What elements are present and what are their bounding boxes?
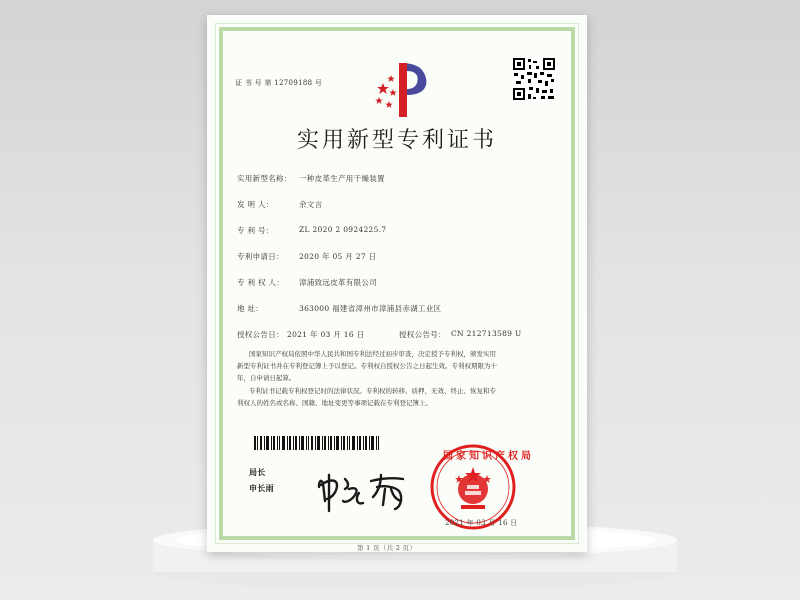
statement-line: 专利证书记载专利权登记时的法律状况。专利权的转移、质押、无效、终止、恢复和专 <box>249 387 496 395</box>
field-value-patentee: 漳浦致远皮革有限公司 <box>299 278 377 287</box>
qr-code-icon <box>512 57 556 101</box>
grant-number-label: 授权公告号： <box>399 330 446 339</box>
field-value-patent-number: ZL 2020 2 0924225.7 <box>299 225 387 234</box>
seal-text: 国家知识产权局 <box>443 451 534 462</box>
field-label-patent-number: 专 利 号： <box>237 226 274 235</box>
grant-date-value: 2021 年 03 月 16 日 <box>287 330 365 339</box>
certificate-title: 实用新型专利证书 <box>296 128 497 153</box>
statement-paragraph-1 <box>237 348 557 384</box>
field-label-address: 地 址： <box>237 304 264 313</box>
statement-line: 国家知识产权局依照中华人民共和国专利法经过初步审查，决定授予专利权，颁发实用 <box>249 350 496 358</box>
patent-certificate <box>207 15 587 552</box>
field-label-utility-model-name: 实用新型名称： <box>237 174 292 183</box>
barcode-icon <box>254 436 379 450</box>
statement-line: 年，自申请日起算。 <box>237 374 296 382</box>
cnipa-logo-icon <box>369 55 431 127</box>
field-label-inventor: 发 明 人： <box>237 200 274 209</box>
field-label-filing-date: 专利申请日： <box>237 252 284 261</box>
statement-line: 新型专利证书并在专利登记簿上予以登记。专利权自授权公告之日起生效。专利权期限为十 <box>237 362 497 370</box>
field-value-inventor: 余文言 <box>299 200 323 209</box>
director-name: 申长雨 <box>249 483 274 493</box>
statement-paragraph-2 <box>237 385 557 409</box>
field-label-patentee: 专 利 权 人： <box>237 278 285 287</box>
page-indicator: 第 1 页（共 2 页） <box>357 544 417 552</box>
field-value-filing-date: 2020 年 05 月 27 日 <box>299 252 377 261</box>
grant-number-value: CN 212713589 U <box>451 329 522 338</box>
field-value-utility-model-name: 一种皮革生产用干燥装置 <box>299 174 385 183</box>
director-title: 局长 <box>249 467 266 477</box>
field-value-address: 363000 福建省漳州市漳浦县赤湖工业区 <box>299 304 442 313</box>
seal-date: 2021 年 03 月 16 日 <box>445 519 518 527</box>
director-signature <box>315 467 411 517</box>
statement-line: 利权人的姓名或名称、国籍、地址变更等事项记载在专利登记簿上。 <box>237 399 432 407</box>
grant-date-label: 授权公告日： <box>237 330 284 339</box>
certificate-number: 证 书 号 第 12709188 号 <box>235 79 323 87</box>
